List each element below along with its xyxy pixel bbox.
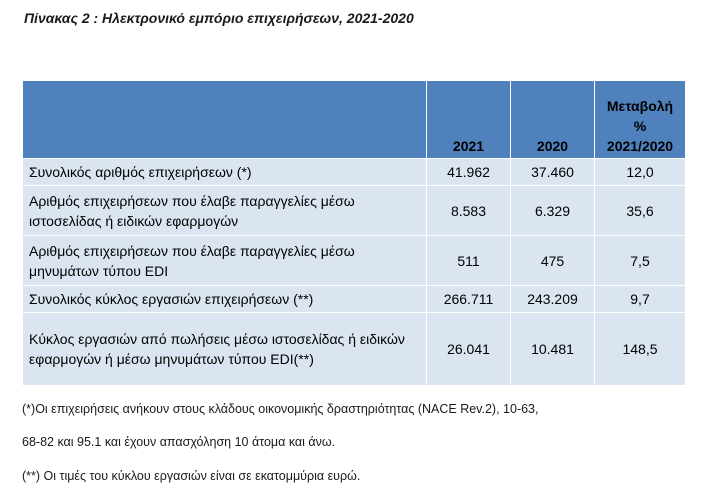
table-row	[23, 286, 686, 313]
value-2021: 266.711	[427, 286, 511, 313]
value-2020: 10.481	[511, 313, 595, 386]
header-2021: 2021	[427, 81, 511, 159]
table-row	[23, 186, 686, 236]
row-label: Συνολικός αριθμός επιχειρήσεων (*)	[23, 159, 427, 186]
table-row	[23, 236, 686, 286]
table-header-row	[23, 81, 686, 159]
header-change	[595, 81, 686, 159]
table-row	[23, 313, 686, 386]
footnote-3: (**) Οι τιμές του κύκλου εργασιών είναι σε εκατομμύρια ευρώ.	[22, 469, 361, 483]
value-2021: 41.962	[427, 159, 511, 186]
value-2020: 6.329	[511, 186, 595, 236]
value-2021: 8.583	[427, 186, 511, 236]
value-change: 35,6	[595, 186, 686, 236]
value-change: 12,0	[595, 159, 686, 186]
row-label: Αριθμός επιχειρήσεων που έλαβε παραγγελίες μέσω ιστοσελίδας ή ειδικών εφαρμογών	[23, 186, 427, 236]
header-change-line2: %	[633, 118, 647, 134]
value-change: 9,7	[595, 286, 686, 313]
header-label	[23, 81, 427, 159]
value-change: 7,5	[595, 236, 686, 286]
value-2021: 511	[427, 236, 511, 286]
row-label: Συνολικός κύκλος εργασιών επιχειρήσεων (**)	[23, 286, 427, 313]
header-change-line1: Μεταβολή	[606, 98, 674, 114]
value-2020: 243.209	[511, 286, 595, 313]
header-2020: 2020	[511, 81, 595, 159]
value-change: 148,5	[595, 313, 686, 386]
footnote-2: 68-82 και 95.1 και έχουν απασχόληση 10 άτομα και άνω.	[22, 435, 336, 449]
table-row	[23, 159, 686, 186]
footnote-1: (*)Οι επιχειρήσεις ανήκουν στους κλάδους οικονομικής δραστηριότητας (NACE Rev.2), 10-63,	[22, 402, 539, 416]
ecommerce-table	[22, 80, 686, 386]
value-2020: 37.460	[511, 159, 595, 186]
table-title: Πίνακας 2 : Ηλεκτρονικό εμπόριο επιχειρήσεων, 2021-2020	[24, 10, 414, 26]
row-label: Αριθμός επιχειρήσεων που έλαβε παραγγελίες μέσω μηνυμάτων τύπου EDI	[23, 236, 427, 286]
header-change-line3: 2021/2020	[606, 138, 674, 154]
value-2021: 26.041	[427, 313, 511, 386]
row-label: Κύκλος εργασιών από πωλήσεις μέσω ιστοσελίδας ή ειδικών εφαρμογών ή μέσω μηνυμάτων τύπου EDI(**)	[23, 313, 427, 386]
value-2020: 475	[511, 236, 595, 286]
